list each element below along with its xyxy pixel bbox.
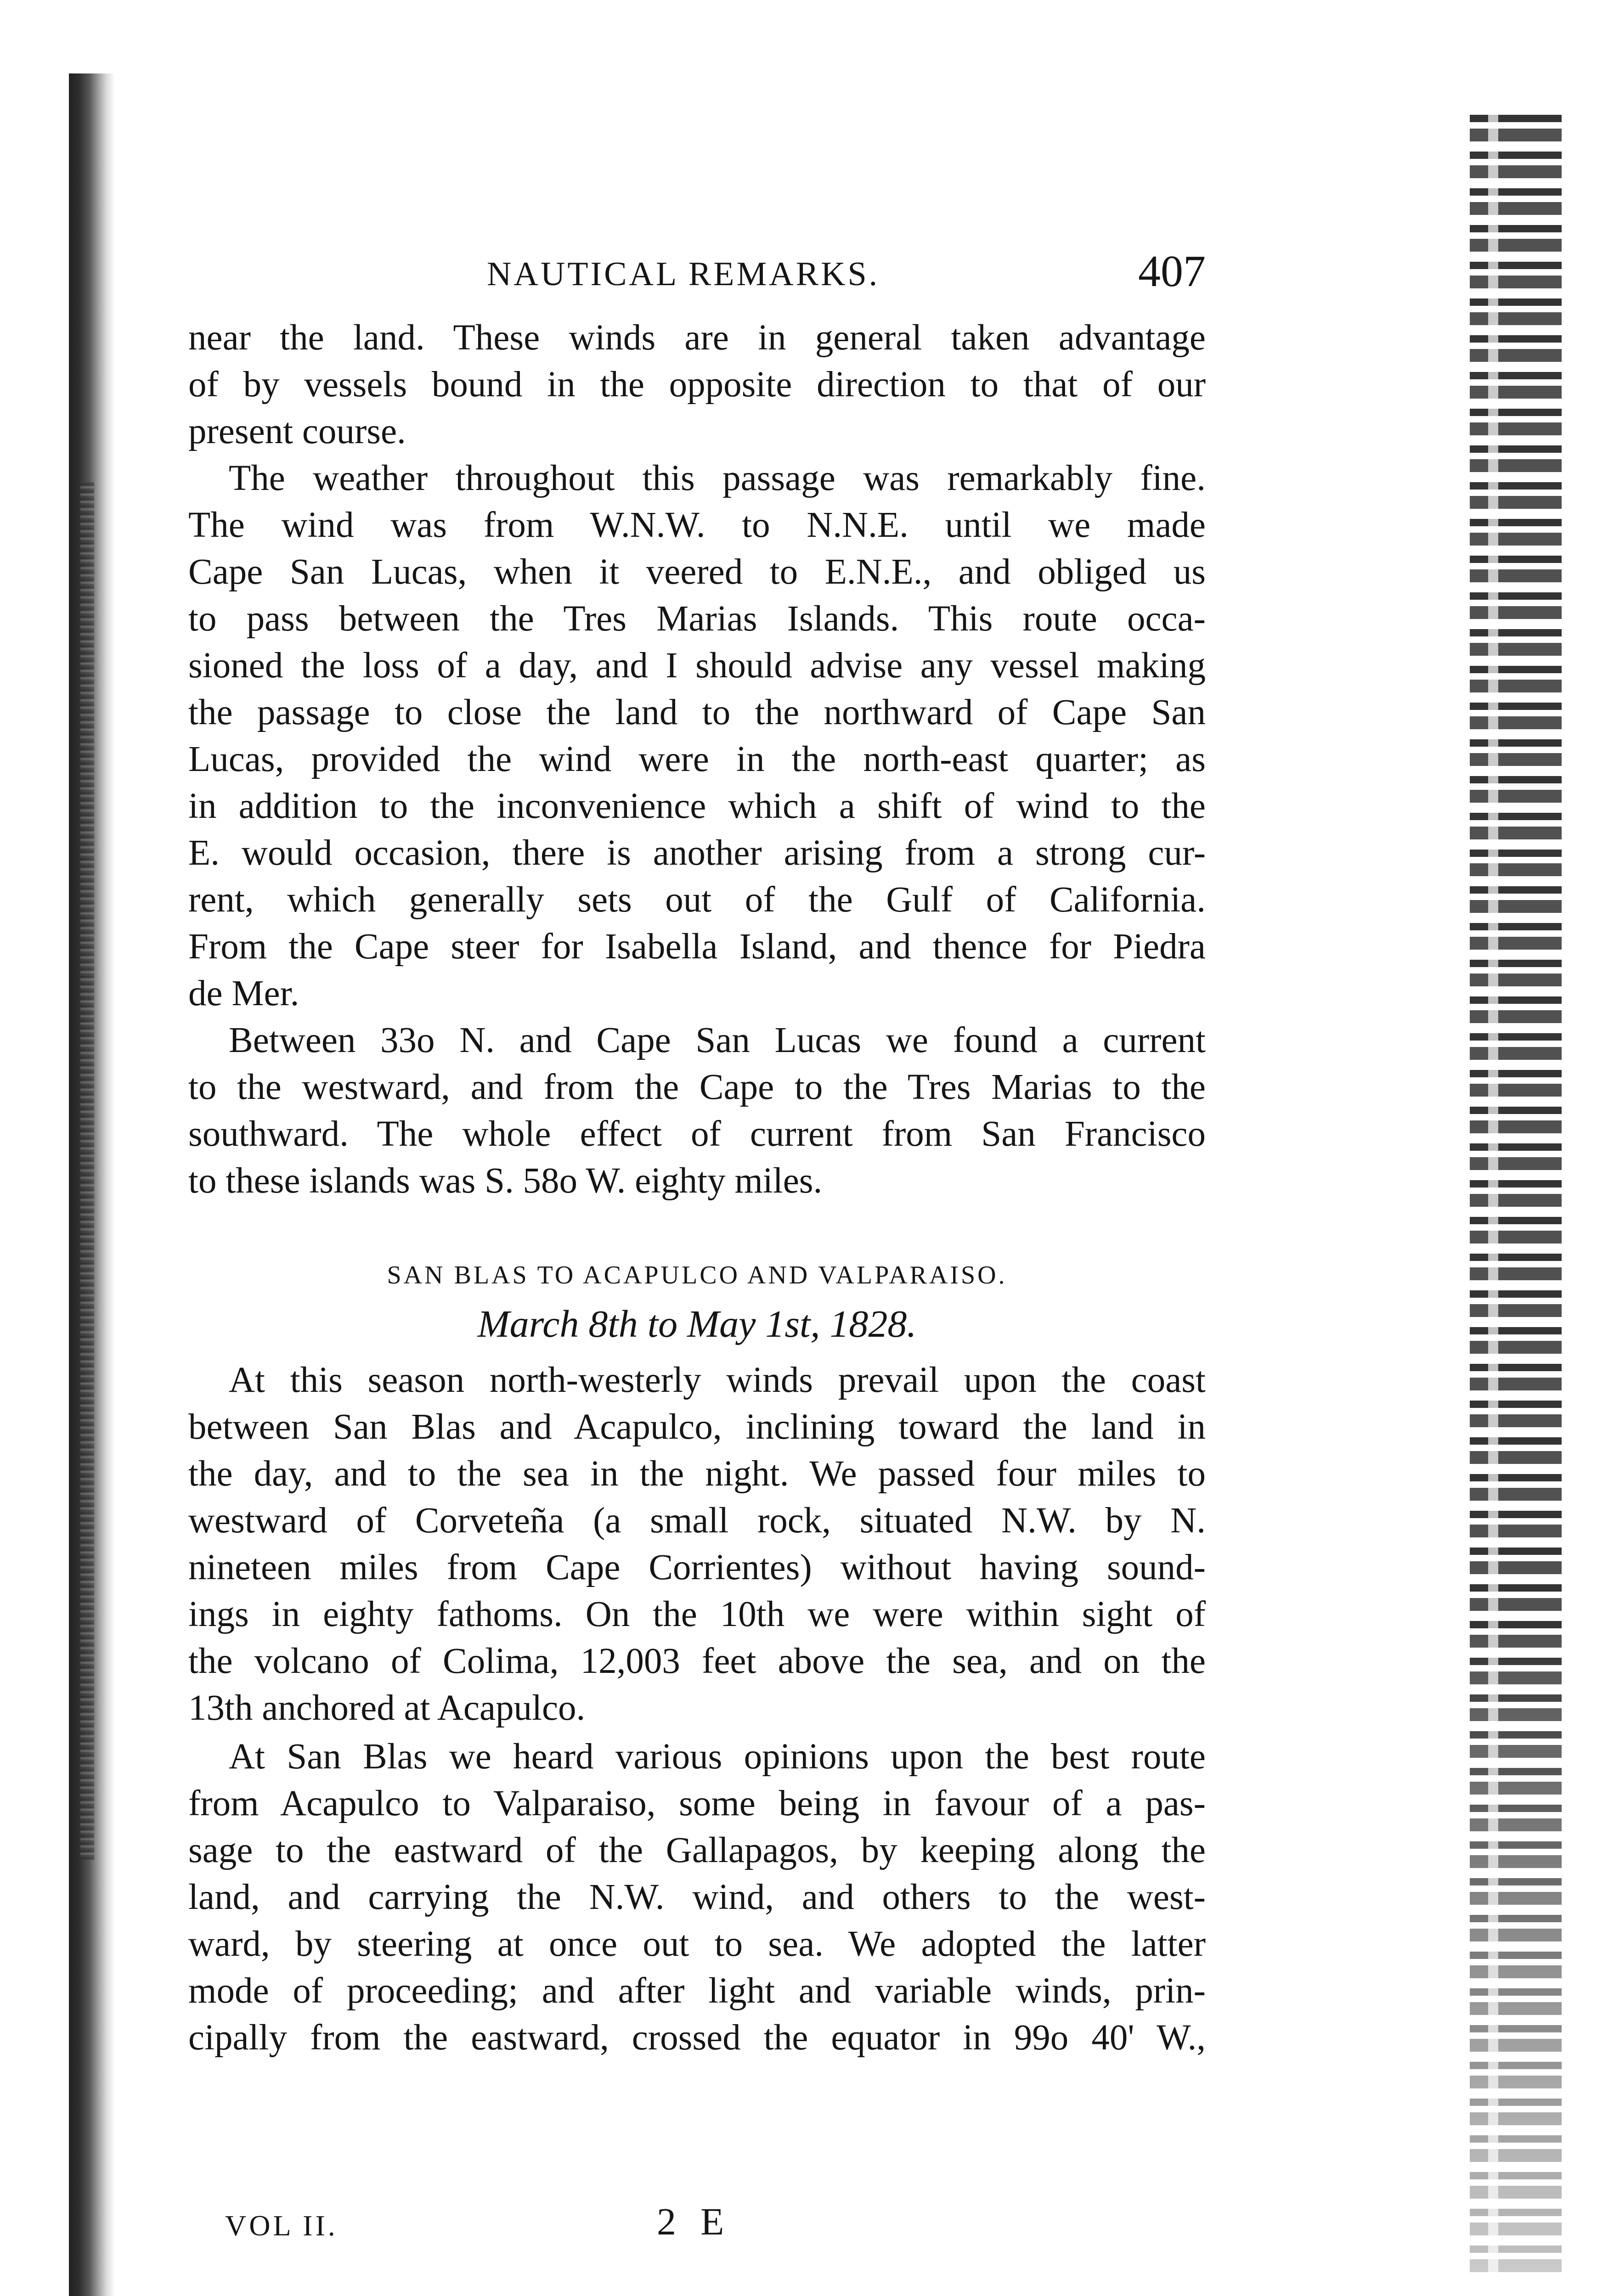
volume-label: VOL II.	[225, 2209, 338, 2242]
text-line: of by vessels bound in the opposite direction to that of our	[188, 365, 1206, 405]
paragraph-3	[188, 1017, 1206, 1204]
text-line: ward, by steering at once out to sea. We adopted the latter	[188, 1924, 1206, 1964]
text-line: The wind was from W.N.W. to N.N.E. until we made	[188, 505, 1206, 545]
running-head-title: NAUTICAL REMARKS.	[487, 255, 880, 293]
page-edge-scan-artifact	[1470, 115, 1562, 2273]
text-line: from Acapulco to Valparaiso, some being in favour of a pas-	[188, 1784, 1206, 1823]
text-line: The weather throughout this passage was remarkably fine.	[229, 458, 1206, 498]
paragraph-2	[188, 455, 1206, 1017]
text-line: to these islands was S. 58o W. eighty miles.	[188, 1161, 823, 1201]
page-number: 407	[1138, 247, 1206, 296]
text-line: near the land. These winds are in general taken advantage	[188, 318, 1206, 358]
text-line: Between 33o N. and Cape San Lucas we found a current	[229, 1020, 1206, 1060]
paragraph-4	[188, 1357, 1206, 1732]
book-page	[188, 246, 1206, 2257]
text-line: ings in eighty fathoms. On the 10th we were within sight of	[188, 1594, 1206, 1634]
text-line: sioned the loss of a day, and I should advise any vessel making	[188, 646, 1206, 686]
text-line: the passage to close the land to the northward of Cape San	[188, 692, 1206, 732]
text-line: rent, which generally sets out of the Gulf of California.	[188, 880, 1206, 920]
text-line: the day, and to the sea in the night. We passed four miles to	[188, 1454, 1206, 1494]
text-line: At San Blas we heard various opinions upon the best route	[229, 1737, 1206, 1777]
text-line: westward of Corveteña (a small rock, situated N.W. by N.	[188, 1501, 1206, 1541]
text-line: sage to the eastward of the Gallapagos, by keeping along the	[188, 1830, 1206, 1870]
paragraph-1	[188, 315, 1206, 455]
section-heading: SAN BLAS TO ACAPULCO AND VALPARAISO.	[387, 1261, 1007, 1289]
text-line: present course.	[188, 411, 406, 451]
text-line: in addition to the inconvenience which a shift of wind to the	[188, 786, 1206, 826]
text-line: de Mer.	[188, 974, 299, 1013]
section-dates: March 8th to May 1st, 1828.	[477, 1303, 917, 1345]
book-spine-texture	[80, 482, 94, 1860]
text-line: to pass between the Tres Marias Islands. This route occa-	[188, 599, 1206, 639]
text-line: Lucas, provided the wind were in the north-east quarter; as	[188, 739, 1206, 779]
text-line: At this season north-westerly winds prevail upon the coast	[229, 1360, 1206, 1400]
text-line: nineteen miles from Cape Corrientes) without having sound-	[188, 1548, 1206, 1587]
text-line: land, and carrying the N.W. wind, and others to the west-	[188, 1877, 1206, 1917]
text-line: Cape San Lucas, when it veered to E.N.E., and obliged us	[188, 552, 1206, 592]
running-head	[188, 246, 1206, 310]
text-line: to the westward, and from the Cape to the Tres Marias to the	[188, 1067, 1206, 1107]
page-edge-gap	[1488, 115, 1498, 2273]
text-line: 13th anchored at Acapulco.	[188, 1688, 586, 1728]
text-line: between San Blas and Acapulco, inclining toward the land in	[188, 1407, 1206, 1447]
text-line: southward. The whole effect of current from San Francisco	[188, 1114, 1206, 1154]
text-line: E. would occasion, there is another arising from a strong cur-	[188, 833, 1206, 873]
signature-mark: 2 E	[657, 2200, 732, 2243]
page-footer	[188, 2200, 1206, 2255]
text-line: the volcano of Colima, 12,003 feet above the sea, and on the	[188, 1641, 1206, 1681]
text-line: mode of proceeding; and after light and variable winds, prin-	[188, 1971, 1206, 2011]
paragraph-5	[188, 1733, 1206, 2061]
text-line: cipally from the eastward, crossed the equator in 99o 40' W.,	[188, 2018, 1206, 2058]
text-line: From the Cape steer for Isabella Island, and thence for Piedra	[188, 927, 1206, 967]
